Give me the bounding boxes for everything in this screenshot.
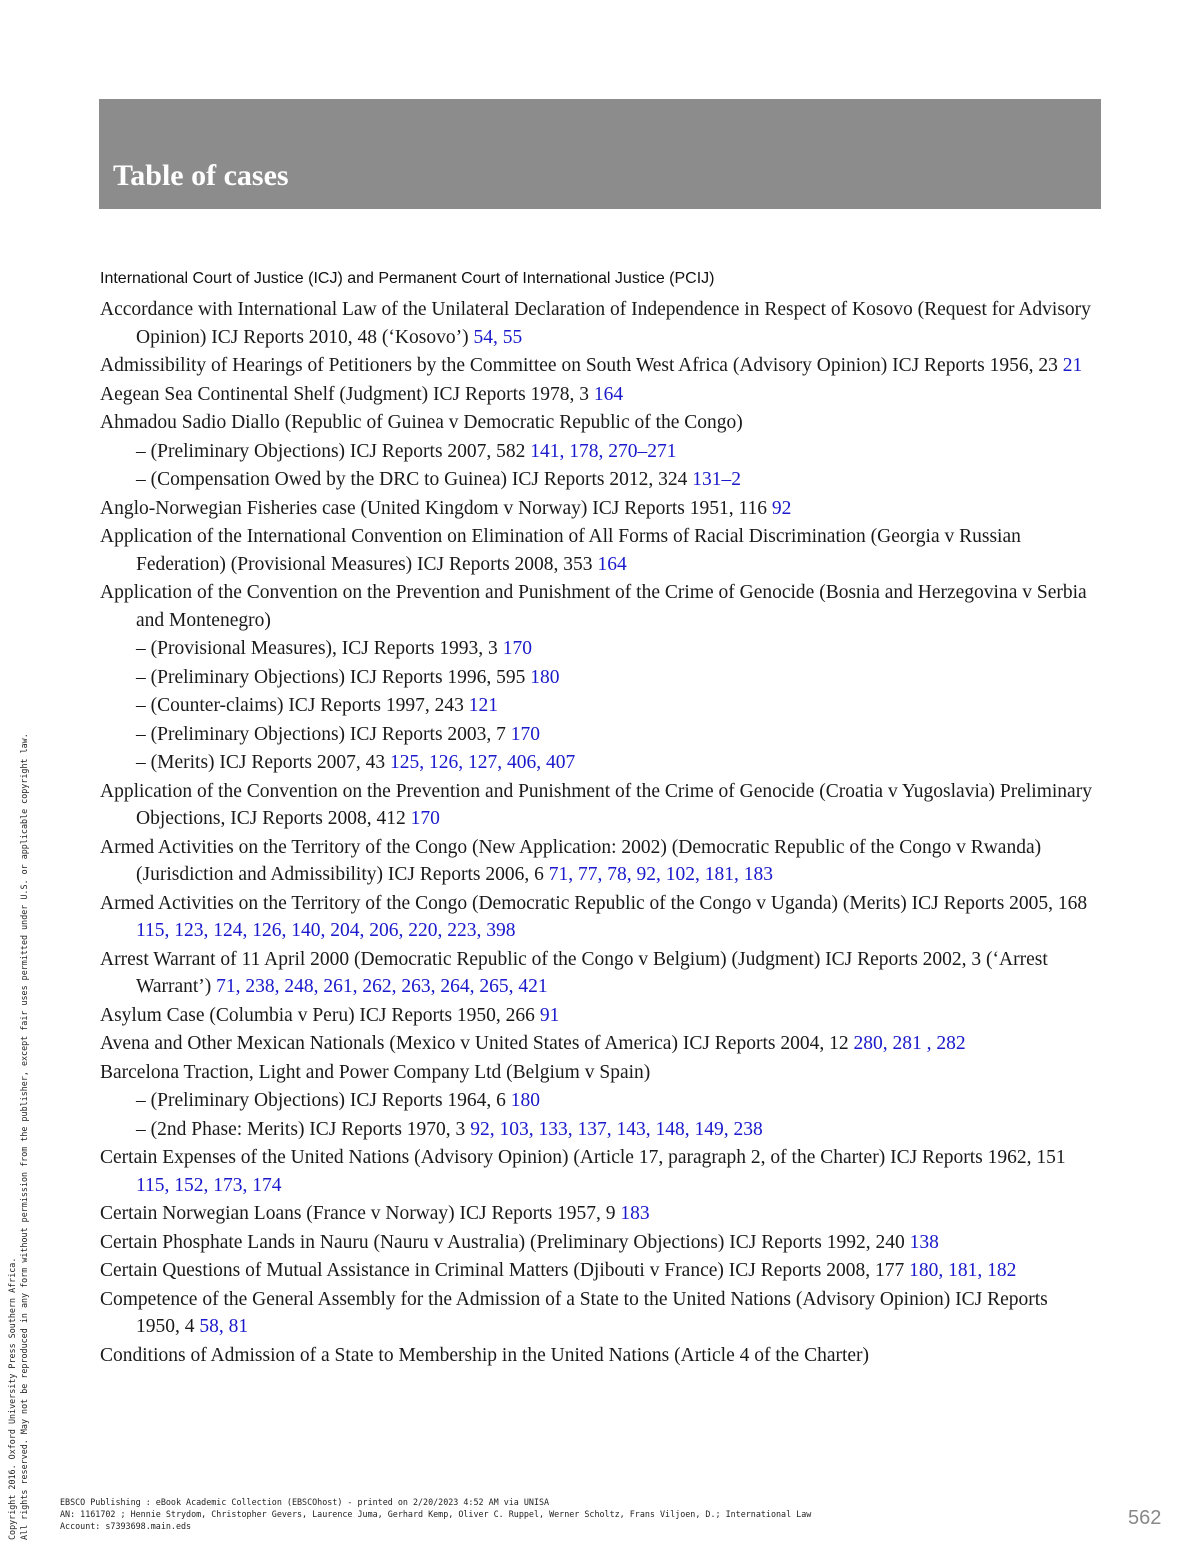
page-reference-link[interactable]: 92: [771, 497, 792, 519]
case-entry: [100, 778, 1095, 833]
case-title: Admissibility of Hearings of Petitioners by the Committee on South West Africa (Advisory Opinion) ICJ Reports 1956, 23: [100, 355, 1058, 376]
case-title: – (Preliminary Objections) ICJ Reports 2007, 582: [136, 440, 526, 462]
page-reference-link[interactable]: 91: [539, 1004, 560, 1026]
page-reference-link[interactable]: 54, 55: [473, 326, 523, 348]
page-reference-link[interactable]: 183: [620, 1203, 650, 1224]
page-reference-link[interactable]: 170: [502, 638, 532, 659]
case-subentry: [100, 438, 1095, 466]
case-title: – (Merits) ICJ Reports 2007, 43: [136, 752, 386, 773]
case-entry: [100, 1229, 1095, 1257]
case-title: Aegean Sea Continental Shelf (Judgment) ICJ Reports 1978, 3: [100, 383, 590, 405]
page-reference-link[interactable]: 58, 81: [199, 1316, 249, 1337]
page-reference-link[interactable]: 121: [468, 695, 498, 716]
print-footer: [60, 1496, 811, 1532]
case-entry: [100, 1200, 1095, 1228]
case-entry: [100, 409, 1095, 437]
case-entry: [100, 1059, 1095, 1087]
copyright-sidebar: [6, 400, 30, 1540]
case-entry: [100, 1342, 1095, 1370]
case-subentry: [100, 466, 1095, 494]
page-number: 562: [1128, 1507, 1162, 1529]
case-title: Accordance with International Law of the Unilateral Declaration of Independence in Respect of Kosovo (Request for Advisory Opinion) ICJ Reports 2010, 48 (‘Kosovo’): [100, 299, 1091, 348]
case-title: – (Counter-claims) ICJ Reports 1997, 243: [136, 695, 464, 716]
case-entry: [100, 579, 1095, 634]
copyright-line: Copyright 2016. Oxford University Press Southern Africa.: [7, 1257, 17, 1540]
case-entry: [100, 523, 1095, 578]
page-reference-link[interactable]: 21: [1062, 355, 1083, 376]
case-title: Armed Activities on the Territory of the Congo (Democratic Republic of the Congo v Uganda) (Merits) ICJ Reports 2005, 168: [100, 892, 1088, 914]
page-title: Table of cases: [113, 159, 289, 192]
page-reference-link[interactable]: 180, 181, 182: [909, 1260, 1017, 1281]
case-title: – (Provisional Measures), ICJ Reports 1993, 3: [136, 638, 498, 659]
case-title: – (2nd Phase: Merits) ICJ Reports 1970, 3: [136, 1118, 466, 1140]
page-reference-link[interactable]: 164: [597, 553, 627, 575]
page-reference-link[interactable]: 180: [530, 666, 560, 688]
case-title: Barcelona Traction, Light and Power Company Ltd (Belgium v Spain): [100, 1061, 651, 1083]
case-title: – (Preliminary Objections) ICJ Reports 2003, 7: [136, 723, 506, 745]
page-reference-link[interactable]: 92, 103, 133, 137, 143, 148, 149, 238: [470, 1118, 763, 1140]
page-reference-link[interactable]: 71, 238, 248, 261, 262, 263, 264, 265, 421: [216, 976, 548, 997]
case-title: Certain Questions of Mutual Assistance in Criminal Matters (Djibouti v France) ICJ Reports 2008, 177: [100, 1260, 905, 1281]
case-title: Application of the International Convention on Elimination of All Forms of Racial Discrimination (Georgia v Russian Federation) (Provisional Measures) ICJ Reports 2008, 353: [100, 526, 1021, 575]
case-subentry: [100, 635, 1095, 663]
page-reference-link[interactable]: 138: [909, 1231, 939, 1253]
case-list: [100, 296, 1095, 1370]
page-reference-link[interactable]: 170: [410, 808, 440, 829]
page-reference-link[interactable]: 71, 77, 78, 92, 102, 181, 183: [548, 864, 773, 885]
case-entry: [100, 296, 1095, 351]
case-title: Certain Phosphate Lands in Nauru (Nauru v Australia) (Preliminary Objections) ICJ Reports 1992, 240: [100, 1231, 905, 1253]
case-entry: [100, 946, 1095, 1001]
case-entry: [100, 1286, 1095, 1341]
case-title: Competence of the General Assembly for the Admission of a State to the United Nations (Advisory Opinion) ICJ Reports 1950, 4: [100, 1288, 1048, 1337]
case-subentry: [100, 692, 1095, 720]
page-reference-link[interactable]: 180: [510, 1090, 541, 1111]
page-reference-link[interactable]: 131–2: [692, 469, 741, 490]
case-title: – (Preliminary Objections) ICJ Reports 1996, 595: [136, 666, 526, 688]
case-entry: [100, 834, 1095, 889]
case-entry: [100, 1002, 1095, 1030]
case-entry: [100, 495, 1095, 523]
footer-line: EBSCO Publishing : eBook Academic Collection (EBSCOhost) - printed on 2/20/2023 4:52 AM via UNISA: [60, 1497, 550, 1507]
footer-line: Account: s7393698.main.eds: [60, 1521, 192, 1531]
case-title: Certain Norwegian Loans (France v Norway) ICJ Reports 1957, 9: [100, 1203, 616, 1224]
case-title: – (Preliminary Objections) ICJ Reports 1964, 6: [136, 1090, 506, 1111]
case-subentry: [100, 749, 1095, 777]
header-bar: [99, 99, 1101, 209]
page-reference-link[interactable]: 125, 126, 127, 406, 407: [390, 752, 576, 773]
case-entry: [100, 352, 1095, 380]
case-title: Arrest Warrant of 11 April 2000 (Democratic Republic of the Congo v Belgium) (Judgment) ICJ Reports 2002, 3 (‘Arrest Warrant’): [100, 948, 1048, 997]
case-subentry: [100, 1116, 1095, 1144]
case-title: Anglo-Norwegian Fisheries case (United Kingdom v Norway) ICJ Reports 1951, 116: [100, 497, 768, 519]
case-title: Ahmadou Sadio Diallo (Republic of Guinea v Democratic Republic of the Congo): [100, 412, 743, 433]
case-title: Application of the Convention on the Prevention and Punishment of the Crime of Genocide (Croatia v Yugoslavia) Preliminary Objections, ICJ Reports 2008, 412: [100, 780, 1092, 829]
case-entry: [100, 1030, 1095, 1058]
page-reference-link[interactable]: 164: [593, 383, 624, 405]
page-reference-link[interactable]: 170: [510, 723, 541, 745]
case-subentry: [100, 1087, 1095, 1115]
page-reference-link[interactable]: 115, 152, 173, 174: [136, 1174, 282, 1196]
page-reference-link[interactable]: 280, 281 , 282: [853, 1033, 966, 1054]
case-entry: [100, 1144, 1095, 1199]
case-entry: [100, 890, 1095, 945]
case-title: Certain Expenses of the United Nations (Advisory Opinion) (Article 17, paragraph 2, of the Charter) ICJ Reports 1962, 151: [100, 1147, 1066, 1168]
case-title: Avena and Other Mexican Nationals (Mexico v United States of America) ICJ Reports 2004, 12: [100, 1033, 849, 1054]
case-entry: [100, 1257, 1095, 1285]
case-title: Asylum Case (Columbia v Peru) ICJ Reports 1950, 266: [100, 1004, 535, 1026]
case-title: Armed Activities on the Territory of the Congo (New Application: 2002) (Democratic Republic of the Congo v Rwanda) (Jurisdiction and Admissibility) ICJ Reports 2006, 6: [100, 836, 1042, 885]
case-subentry: [100, 721, 1095, 749]
page-reference-link[interactable]: 141, 178, 270–271: [530, 440, 677, 462]
rights-line: All rights reserved. May not be reproduced in any form without permission from the publisher, except fair uses permitted under U.S. or applicable copyright law.: [19, 733, 29, 1540]
case-entry: [100, 381, 1095, 409]
case-title: Application of the Convention on the Prevention and Punishment of the Crime of Genocide (Bosnia and Herzegovina v Serbia and Montenegro): [100, 582, 1087, 631]
page-reference-link[interactable]: 115, 123, 124, 126, 140, 204, 206, 220, 223, 398: [136, 920, 516, 941]
case-subentry: [100, 664, 1095, 692]
footer-line: AN: 1161702 ; Hennie Strydom, Christopher Gevers, Laurence Juma, Gerhard Kemp, Oliver C. Ruppel, Werner Scholtz, Frans Viljoen, D.; International Law: [60, 1509, 812, 1519]
section-heading: International Court of Justice (ICJ) and Permanent Court of International Justice (PCIJ): [100, 270, 715, 287]
case-title: Conditions of Admission of a State to Membership in the United Nations (Article 4 of the Charter): [100, 1344, 870, 1366]
case-title: – (Compensation Owed by the DRC to Guinea) ICJ Reports 2012, 324: [136, 469, 688, 490]
